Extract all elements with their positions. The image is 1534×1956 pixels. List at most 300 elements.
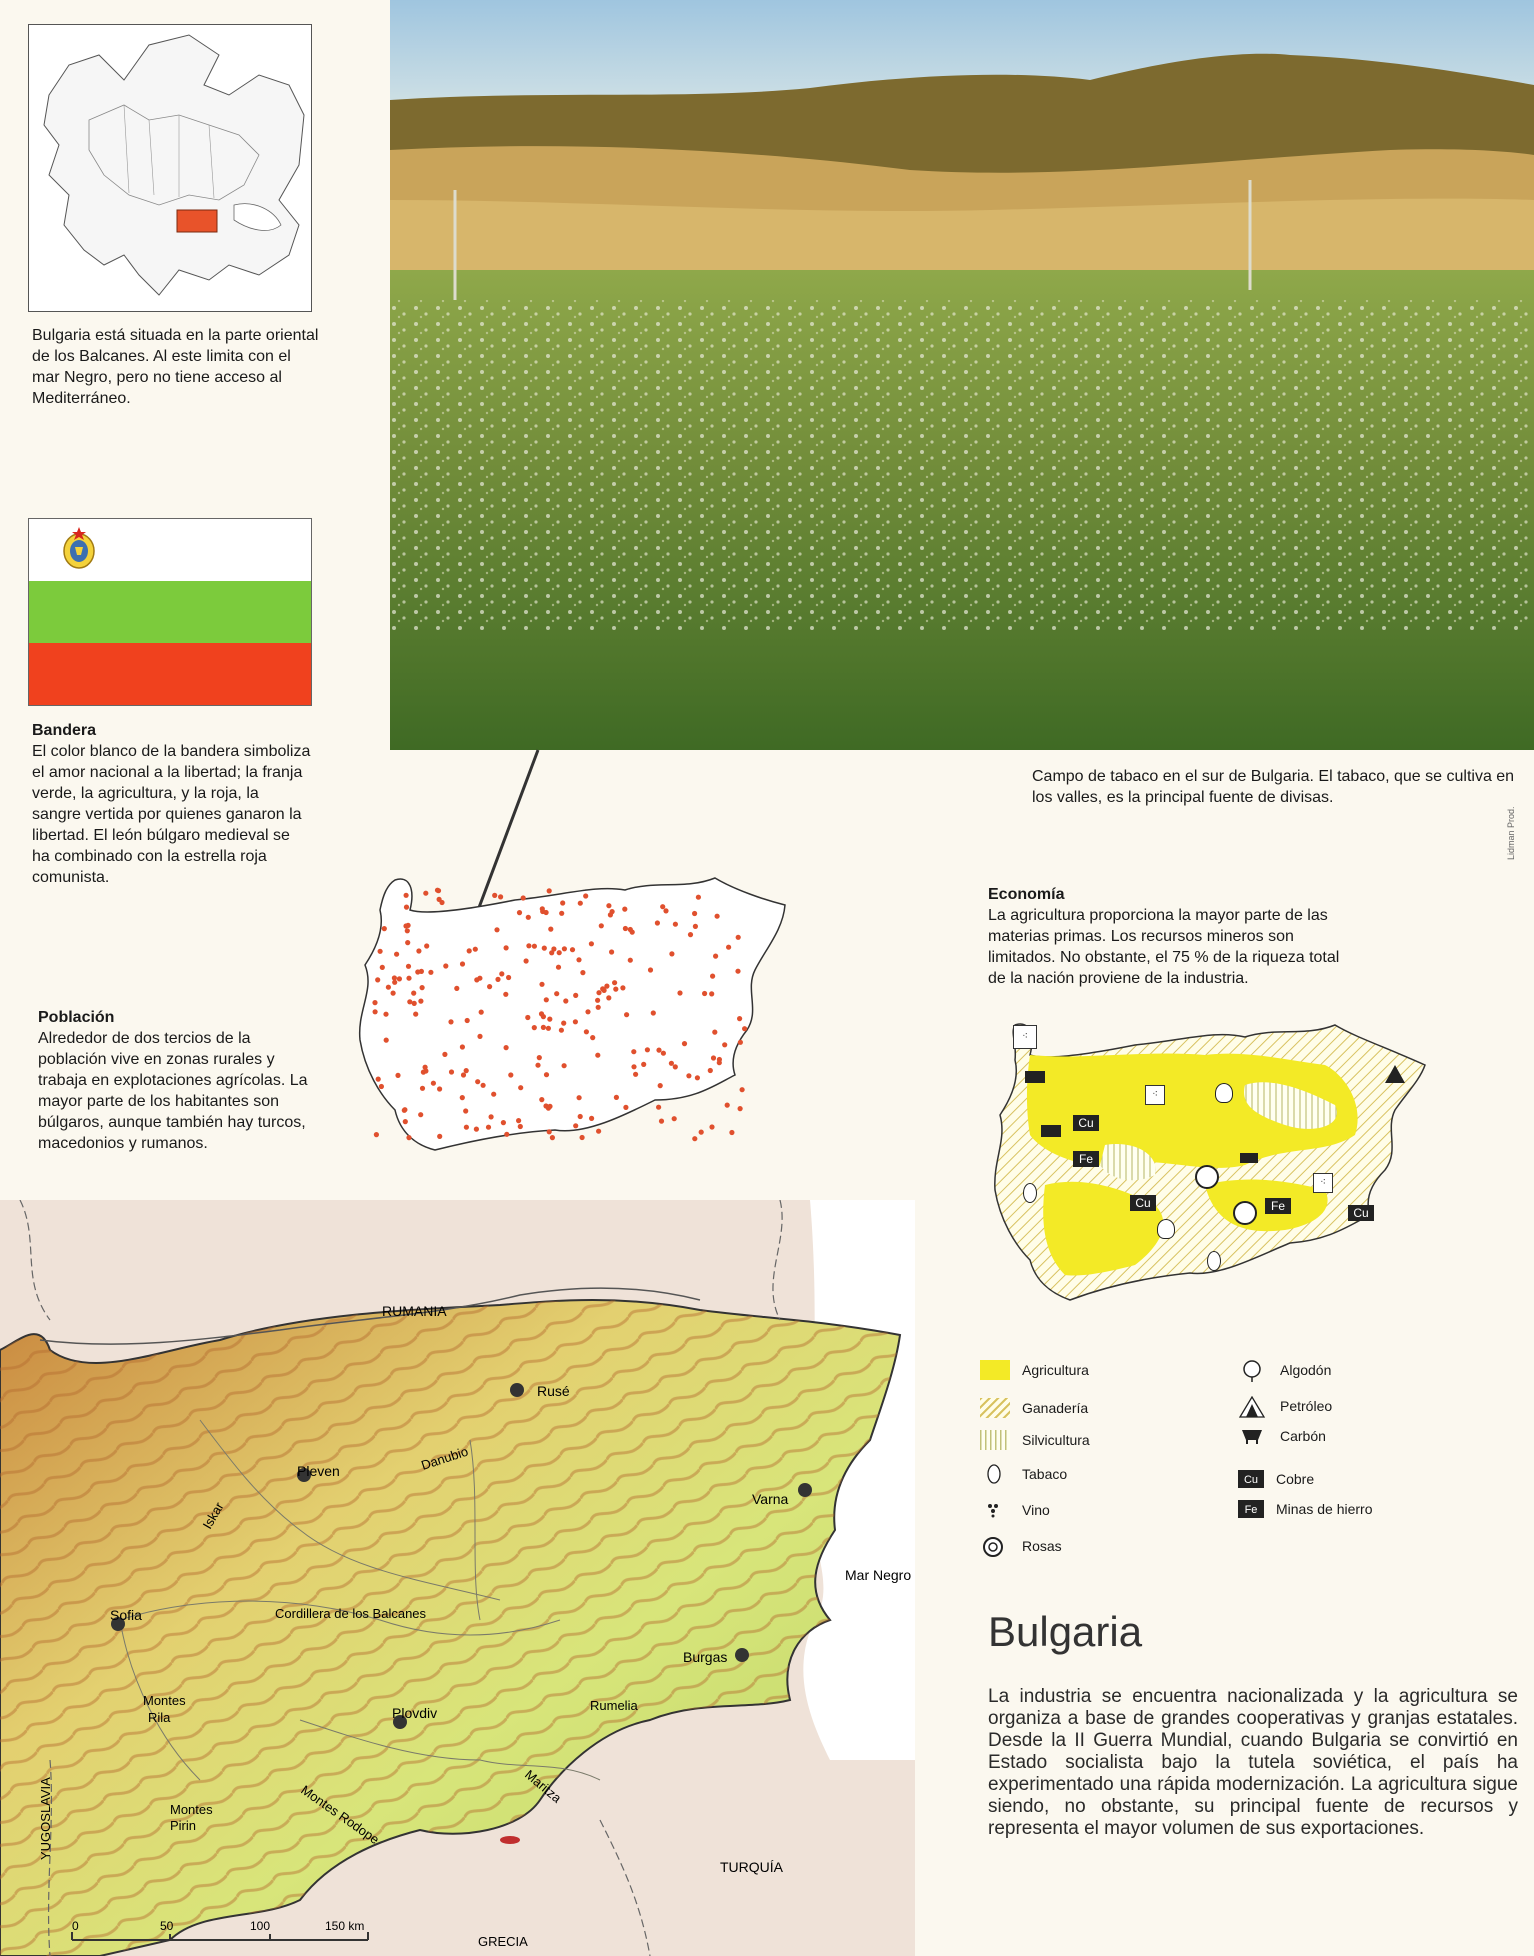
population-dot — [608, 912, 613, 917]
population-dot — [696, 895, 701, 900]
population-dot — [599, 923, 604, 928]
coat-of-arms-icon — [59, 525, 99, 573]
range-rodope: Montes Rodope — [298, 1782, 383, 1848]
population-dot — [406, 1135, 411, 1140]
population-dot — [392, 975, 397, 980]
population-dot — [655, 920, 660, 925]
population-dot — [695, 1075, 700, 1080]
population-dot — [738, 1040, 743, 1045]
population-dot — [651, 1010, 656, 1015]
population-dot — [394, 952, 399, 957]
river-maritza: Maritza — [522, 1766, 565, 1806]
population-dot — [712, 1030, 717, 1035]
population-dot — [661, 1051, 666, 1056]
population-caption — [38, 1007, 323, 1154]
population-dot — [404, 893, 409, 898]
population-dot — [535, 1063, 540, 1068]
population-dot — [532, 1025, 537, 1030]
population-dot — [467, 948, 472, 953]
population-dot — [622, 907, 627, 912]
svg-text:100: 100 — [250, 1919, 271, 1933]
population-dot — [715, 914, 720, 919]
population-dot — [641, 1062, 646, 1067]
legend-label: Cobre — [1276, 1471, 1315, 1487]
population-dot — [539, 982, 544, 987]
population-dot — [473, 947, 478, 952]
oil-icon — [1385, 1065, 1405, 1083]
legend-item-copper — [1238, 1470, 1314, 1488]
population-dot — [673, 922, 678, 927]
population-dot — [477, 976, 482, 981]
population-dot — [589, 1116, 594, 1121]
population-dot — [383, 1012, 388, 1017]
population-dot — [540, 909, 545, 914]
population-dot — [673, 1064, 678, 1069]
population-dot — [379, 1084, 384, 1089]
population-dot — [374, 1132, 379, 1137]
population-dot — [606, 903, 611, 908]
flag-white-band — [29, 519, 311, 581]
population-dot — [508, 1072, 513, 1077]
oil-icon — [1238, 1396, 1268, 1416]
population-dot — [726, 945, 731, 950]
population-dot — [573, 1123, 578, 1128]
population-dot — [405, 928, 410, 933]
svg-text:Sofia: Sofia — [110, 1607, 142, 1623]
population-dot — [549, 950, 554, 955]
tobacco-icon — [1207, 1251, 1221, 1271]
population-dot — [562, 1063, 567, 1068]
tobacco-field-photo — [390, 0, 1534, 750]
population-dot — [489, 1114, 494, 1119]
flag-caption — [32, 720, 312, 888]
population-dot — [539, 1011, 544, 1016]
population-dot — [623, 926, 628, 931]
population-dot — [563, 998, 568, 1003]
population-dot — [378, 949, 383, 954]
population-dot — [548, 927, 553, 932]
population-dot — [403, 1119, 408, 1124]
population-dot — [717, 1060, 722, 1065]
population-dot — [413, 1012, 418, 1017]
population-dot — [506, 975, 511, 980]
population-dot — [504, 1132, 509, 1137]
svg-text:Pirin: Pirin — [170, 1818, 197, 1833]
population-dot — [576, 957, 581, 962]
population-dot — [623, 1105, 628, 1110]
population-dot — [537, 1055, 542, 1060]
svg-text:Montes: Montes — [170, 1802, 213, 1817]
svg-text:Burgas: Burgas — [683, 1649, 728, 1665]
copper-icon: Cu — [1348, 1205, 1374, 1221]
population-dot — [423, 891, 428, 896]
population-dot — [556, 965, 561, 970]
population-dot — [415, 969, 420, 974]
country-label-rumania: RUMANIA — [382, 1303, 447, 1319]
population-dot — [595, 1053, 600, 1058]
population-dot — [418, 1112, 423, 1117]
relief-map — [0, 1200, 915, 1956]
population-dot — [463, 1108, 468, 1113]
coal-icon — [1238, 1426, 1268, 1446]
population-dot — [431, 1081, 436, 1086]
population-dot — [624, 1012, 629, 1017]
svg-text:50: 50 — [160, 1919, 174, 1933]
svg-text:150 km: 150 km — [325, 1919, 365, 1933]
population-dot — [499, 971, 504, 976]
population-dot — [595, 998, 600, 1003]
livestock-swatch — [980, 1398, 1010, 1418]
city-ruse — [510, 1383, 570, 1399]
wine-icon: ⁖ — [1013, 1025, 1037, 1049]
population-dot — [547, 1104, 552, 1109]
population-dot — [407, 999, 412, 1004]
population-dot — [645, 1047, 650, 1052]
legend-item-wine — [980, 1500, 1050, 1520]
rose-icon — [980, 1536, 1010, 1556]
svg-text:0: 0 — [72, 1919, 79, 1933]
population-dot — [403, 923, 408, 928]
svg-text:Rila: Rila — [148, 1710, 171, 1725]
legend-label: Agricultura — [1022, 1362, 1089, 1378]
population-dot — [709, 991, 714, 996]
range-balcanes: Cordillera de los Balcanes — [275, 1606, 427, 1621]
population-dot — [525, 1015, 530, 1020]
population-dot — [663, 908, 668, 913]
population-dot — [442, 1052, 447, 1057]
region-rumelia: Rumelia — [590, 1698, 638, 1713]
population-dot — [559, 1028, 564, 1033]
legend-item-oil — [1238, 1396, 1332, 1416]
svg-text:Pleven: Pleven — [297, 1463, 340, 1479]
legend-label: Ganadería — [1022, 1400, 1089, 1416]
population-dot — [585, 1009, 590, 1014]
legend-item-roses — [980, 1536, 1062, 1556]
population-dot — [692, 1136, 697, 1141]
population-dot — [596, 1005, 601, 1010]
population-dot — [589, 941, 594, 946]
population-dot — [693, 924, 698, 929]
population-dot — [491, 1092, 496, 1097]
population-dot — [554, 991, 559, 996]
population-dot — [596, 1129, 601, 1134]
cotton-icon — [1238, 1360, 1268, 1380]
population-dot — [669, 951, 674, 956]
sea-label: Mar Negro — [845, 1567, 912, 1583]
legend-item-iron — [1238, 1500, 1373, 1518]
population-dot — [682, 1041, 687, 1046]
population-dot — [737, 1016, 742, 1021]
population-dot — [561, 1021, 566, 1026]
photo-credit: Lidman Prod. — [1506, 806, 1516, 860]
population-dot — [449, 1069, 454, 1074]
cotton-icon — [1215, 1083, 1233, 1103]
copper-icon: Cu — [1130, 1195, 1156, 1211]
population-dot — [416, 948, 421, 953]
population-dot — [395, 1073, 400, 1078]
coal-icon — [1025, 1071, 1045, 1083]
population-dot — [376, 1077, 381, 1082]
economy-legend — [980, 1360, 1480, 1570]
population-dot — [578, 901, 583, 906]
svg-text:Plovdiv: Plovdiv — [392, 1705, 438, 1721]
article-body: La industria se encuentra nacionalizada y la agricultura se organiza a base de grandes cooperativas y granjas estatales. Desde la II Guerra Mundial, cuando Bulgaria se convirtió en Estado socialista bajo la tutela soviética, el país ha experimentado una rápida modernización. La agricultura sigue siendo, no obstante, su principal fuente de recursos y representa el mayor volumen de sus exportaciones. — [988, 1686, 1518, 1839]
population-dot — [570, 947, 575, 952]
legend-label: Tabaco — [1022, 1466, 1068, 1482]
population-dot — [437, 897, 442, 902]
population-dot — [580, 1135, 585, 1140]
population-dot — [486, 1125, 491, 1130]
population-dot — [541, 1025, 546, 1030]
population-dot — [373, 1009, 378, 1014]
population-dot — [713, 954, 718, 959]
population-dot — [583, 893, 588, 898]
svg-text:Varna: Varna — [752, 1491, 789, 1507]
iron-icon: Fe — [1073, 1151, 1099, 1167]
legend-item-livestock — [980, 1398, 1088, 1418]
tobacco-icon — [980, 1464, 1010, 1484]
rose-icon — [1195, 1165, 1219, 1189]
tobacco-icon — [1023, 1183, 1037, 1203]
country-label-grecia: GRECIA — [478, 1934, 528, 1949]
photo-caption: Campo de tabaco en el sur de Bulgaria. El tabaco, que se cultiva en los valles, es la principal fuente de divisas. — [1032, 768, 1515, 806]
range-rila-1: Montes — [143, 1693, 186, 1708]
population-dot — [656, 1048, 661, 1053]
population-dot — [584, 1029, 589, 1034]
population-dot — [659, 1119, 664, 1124]
population-dot — [573, 993, 578, 998]
population-dot — [544, 997, 549, 1002]
legend-label: Silvicultura — [1022, 1432, 1090, 1448]
population-dot — [517, 910, 522, 915]
population-dot — [577, 1095, 582, 1100]
population-dot — [613, 987, 618, 992]
legend-item-cotton — [1238, 1360, 1331, 1380]
population-dot — [406, 976, 411, 981]
population-dot — [424, 943, 429, 948]
population-dot — [604, 984, 609, 989]
population-dot — [461, 1072, 466, 1077]
population-dot — [382, 926, 387, 931]
population-dot — [454, 986, 459, 991]
population-dot — [405, 940, 410, 945]
population-dot — [596, 990, 601, 995]
cotton-icon — [1157, 1219, 1175, 1239]
population-dot — [494, 927, 499, 932]
population-dot — [504, 945, 509, 950]
population-dot — [547, 1017, 552, 1022]
legend-label: Vino — [1022, 1502, 1050, 1518]
population-dot — [460, 961, 465, 966]
population-dot — [547, 888, 552, 893]
bulgaria-flag — [28, 518, 312, 706]
population-dot — [631, 1064, 636, 1069]
population-title: Población — [38, 1009, 115, 1026]
population-dot — [692, 911, 697, 916]
population-dot — [546, 1026, 551, 1031]
population-dot — [708, 1068, 713, 1073]
population-dot — [487, 984, 492, 989]
legend-item-coal — [1238, 1426, 1326, 1446]
economy-title: Economía — [988, 886, 1065, 903]
population-dot — [560, 900, 565, 905]
locator-caption: Bulgaria está situada en la parte oriental de los Balcanes. Al este limita con el mar Negro, pero no tiene acceso al Mediterráneo. — [32, 327, 319, 407]
population-dot — [578, 1114, 583, 1119]
population-dot — [562, 946, 567, 951]
population-dot — [614, 1095, 619, 1100]
population-dot — [688, 932, 693, 937]
economy-text: La agricultura proporciona la mayor parte de las materias primas. Los recursos mineros son limitados. No obstante, el 75 % de la riqueza total de la nación proviene de la industria. — [988, 907, 1340, 987]
legend-label: Algodón — [1280, 1362, 1332, 1378]
population-dot — [573, 1019, 578, 1024]
population-dot — [460, 1095, 465, 1100]
population-dot — [464, 1125, 469, 1130]
population-dot — [742, 1026, 747, 1031]
population-dot — [474, 1127, 479, 1132]
legend-item-tobacco — [980, 1464, 1067, 1484]
wine-icon: ⁖ — [1145, 1085, 1165, 1105]
population-dot — [544, 1072, 549, 1077]
population-dot — [729, 1130, 734, 1135]
population-dot — [443, 963, 448, 968]
population-dot — [557, 950, 562, 955]
population-dot — [633, 1072, 638, 1077]
coal-icon — [1240, 1153, 1258, 1163]
population-dot — [411, 991, 416, 996]
population-dot — [503, 992, 508, 997]
population-dot — [628, 958, 633, 963]
population-dot — [580, 970, 585, 975]
population-dot — [542, 946, 547, 951]
population-dot — [481, 1083, 486, 1088]
population-dot — [492, 893, 497, 898]
population-dot — [437, 1086, 442, 1091]
population-dot — [423, 1065, 428, 1070]
population-dot — [404, 905, 409, 910]
population-dot — [386, 985, 391, 990]
population-dot — [464, 1068, 469, 1073]
population-dot — [375, 977, 380, 982]
population-dot — [590, 1035, 595, 1040]
population-dot — [738, 1106, 743, 1111]
population-dot — [524, 958, 529, 963]
population-dot — [420, 1086, 425, 1091]
iron-icon: Fe — [1265, 1198, 1291, 1214]
flag-red-band — [29, 643, 311, 705]
europe-locator-map — [28, 24, 312, 312]
legend-label: Minas de hierro — [1276, 1501, 1373, 1517]
population-dot — [677, 990, 682, 995]
population-dot — [418, 999, 423, 1004]
population-dot — [606, 995, 611, 1000]
copper-icon: Cu — [1073, 1115, 1099, 1131]
flag-caption-text: El color blanco de la bandera simboliza el amor nacional a la libertad; la franja verde, la agricultura, y la roja, la sangre vertida por quienes ganaron la libertad. El león búlgaro medieval se ha combinado con la estrella roja comunista. — [32, 743, 311, 886]
population-dot — [630, 930, 635, 935]
economy-map — [985, 1015, 1435, 1315]
population-dot — [526, 915, 531, 920]
coal-icon — [1041, 1125, 1061, 1137]
population-dot — [516, 1118, 521, 1123]
population-text: Alrededor de dos tercios de la población vive en zonas rurales y trabaja en explotaciones agrícolas. La mayor parte de los habitantes son búlgaros, aunque también hay turcos, macedonios y rumanos. — [38, 1030, 308, 1152]
population-dot — [391, 991, 396, 996]
population-dot — [740, 1087, 745, 1092]
population-dot — [710, 974, 715, 979]
legend-label: Carbón — [1280, 1428, 1326, 1444]
population-dot — [448, 1019, 453, 1024]
legend-label: Rosas — [1022, 1538, 1062, 1554]
population-dot — [495, 977, 500, 982]
wine-icon: ⁖ — [1313, 1173, 1333, 1193]
population-dot-map — [355, 870, 795, 1170]
river-danubio: Danubio — [419, 1443, 470, 1473]
country-label-turquia: TURQUÍA — [720, 1859, 783, 1875]
population-dot — [702, 991, 707, 996]
forestry-swatch — [980, 1430, 1010, 1450]
wine-icon — [980, 1500, 1010, 1520]
population-dot — [672, 1116, 677, 1121]
iron-icon: Fe — [1238, 1500, 1264, 1518]
population-dot — [428, 970, 433, 975]
rose-icon — [1233, 1201, 1257, 1225]
population-dot — [526, 943, 531, 948]
population-dot — [709, 1124, 714, 1129]
country-label-yugoslavia: YUGOSLAVIA — [38, 1777, 53, 1860]
population-dot — [384, 1038, 389, 1043]
population-dot — [436, 888, 441, 893]
population-dot — [620, 985, 625, 990]
population-dot — [372, 1000, 377, 1005]
population-dot — [397, 976, 402, 981]
population-dot — [406, 964, 411, 969]
population-dot — [437, 1134, 442, 1139]
population-dot — [518, 1085, 523, 1090]
economy-caption — [988, 884, 1348, 989]
population-dot — [475, 1079, 480, 1084]
population-dot — [722, 1042, 727, 1047]
population-dot — [559, 911, 564, 916]
population-dot — [402, 1108, 407, 1113]
population-dot — [465, 1018, 470, 1023]
population-dot — [532, 944, 537, 949]
population-dot — [547, 1129, 552, 1134]
population-dot — [501, 1120, 506, 1125]
legend-label: Petróleo — [1280, 1398, 1333, 1414]
population-dot — [380, 965, 385, 970]
population-dot — [609, 949, 614, 954]
population-dot — [479, 1010, 484, 1015]
population-dot — [550, 1135, 555, 1140]
population-dot — [521, 895, 526, 900]
population-dot — [735, 969, 740, 974]
population-dot — [539, 1097, 544, 1102]
population-dot — [736, 935, 741, 940]
svg-text:Rusé: Rusé — [537, 1383, 570, 1399]
population-dot — [656, 1105, 661, 1110]
population-dot — [518, 1124, 523, 1129]
river-iskar: Iskar — [199, 1499, 227, 1532]
population-dot — [686, 1073, 691, 1078]
population-dot — [725, 1103, 730, 1108]
flag-caption-title: Bandera — [32, 722, 97, 739]
population-dot — [658, 1083, 663, 1088]
article-title: Bulgaria — [988, 1608, 1143, 1655]
population-dot — [477, 1034, 482, 1039]
flag-green-band — [29, 581, 311, 643]
population-dot — [660, 904, 665, 909]
legend-item-forestry — [980, 1430, 1090, 1450]
copper-icon: Cu — [1238, 1470, 1264, 1488]
population-dot — [669, 1061, 674, 1066]
